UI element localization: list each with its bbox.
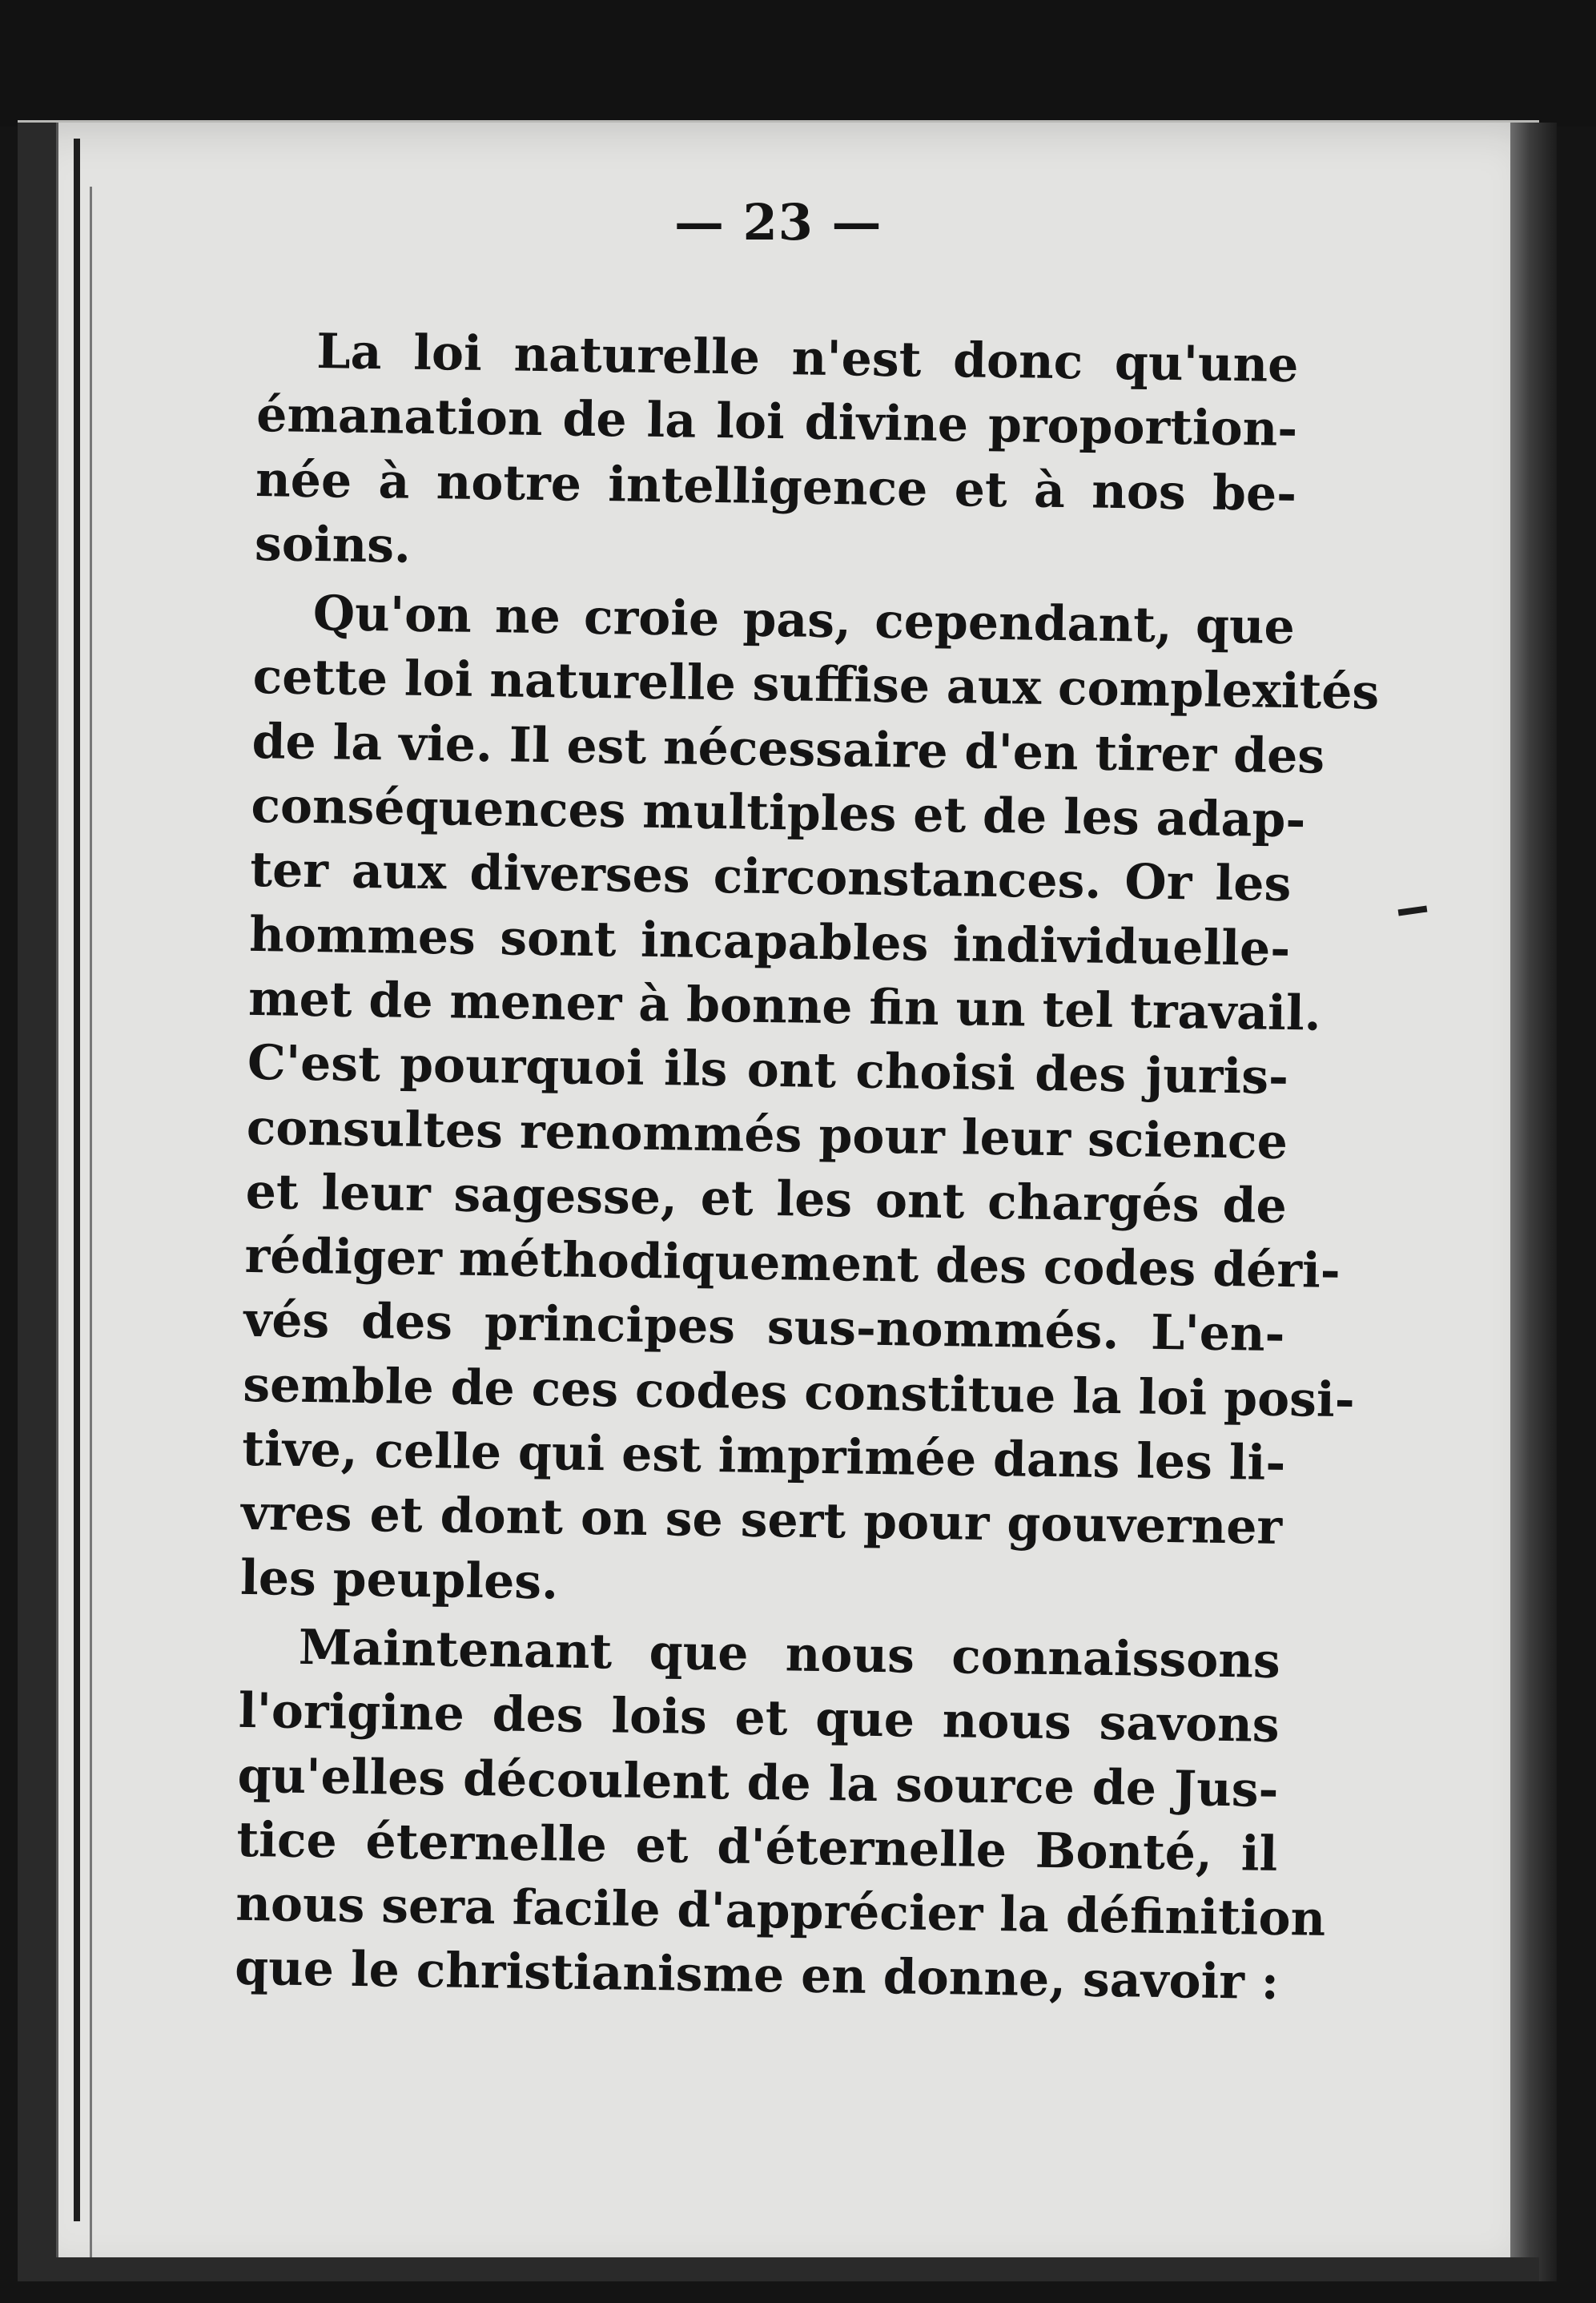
text-line: vés des principes sus-nommés. L'en-	[243, 1292, 1285, 1363]
text-line: rédiger méthodiquement des codes déri-	[244, 1228, 1341, 1300]
text-line: Qu'on ne croie pas, cependant, que	[312, 586, 1296, 656]
text-line: émanation de la loi divine proportion-	[255, 387, 1298, 458]
body-text	[234, 319, 1380, 2015]
text-line: l'origine des lois et que nous savons	[238, 1683, 1280, 1754]
text-line: née à notre intelligence et à nos be-	[255, 451, 1297, 522]
text-line: conséquences multiples et de les adap-	[251, 778, 1306, 849]
text-line: consultes renommés pour leur science	[246, 1099, 1288, 1170]
text-line: tice éternelle et d'éternelle Bonté, il	[235, 1811, 1278, 1882]
text-line: de la vie. Il est nécessaire d'en tirer des	[251, 713, 1325, 785]
binding-stitch-line	[74, 139, 80, 2221]
book-binding	[18, 123, 58, 2281]
margin-mark	[1398, 906, 1428, 916]
text-line: cette loi naturelle suffise aux complexités	[252, 649, 1380, 722]
text-line: tive, celle qui est imprimée dans les li-	[241, 1420, 1286, 1492]
text-line: semble de ces codes constitue la loi posi-	[242, 1356, 1356, 1429]
text-line: met de mener à bonne fin un tel travail.	[247, 970, 1322, 1042]
text-line: que le christianisme en donne, savoir :	[234, 1940, 1280, 2011]
page-number: — 23 —	[674, 193, 882, 252]
text-line: C'est pourquoi ils ont choisi des juris-	[247, 1035, 1289, 1106]
text-line: et leur sagesse, et les ont chargés de	[245, 1163, 1288, 1234]
text-line: les peuples.	[239, 1549, 559, 1611]
text-line: soins.	[254, 515, 412, 574]
text-line: nous sera facile d'apprécier la définition	[235, 1875, 1326, 1947]
binding-fold-line	[90, 187, 92, 2269]
text-line: hommes sont incapables individuelle-	[248, 906, 1291, 977]
text-line: La loi naturelle n'est donc qu'une	[316, 324, 1299, 394]
text-line: ter aux diverses circonstances. Or les	[249, 842, 1292, 913]
book-cover-edge	[1510, 123, 1557, 2281]
book-page	[18, 120, 1539, 2281]
text-line: vres et dont on se sert pour gouverner	[240, 1485, 1283, 1556]
scan-bottom-border	[18, 2257, 1539, 2281]
text-line: qu'elles découlent de la source de Jus-	[237, 1747, 1279, 1818]
scan-top-border	[0, 0, 1596, 127]
text-line: Maintenant que nous connaissons	[298, 1619, 1281, 1689]
